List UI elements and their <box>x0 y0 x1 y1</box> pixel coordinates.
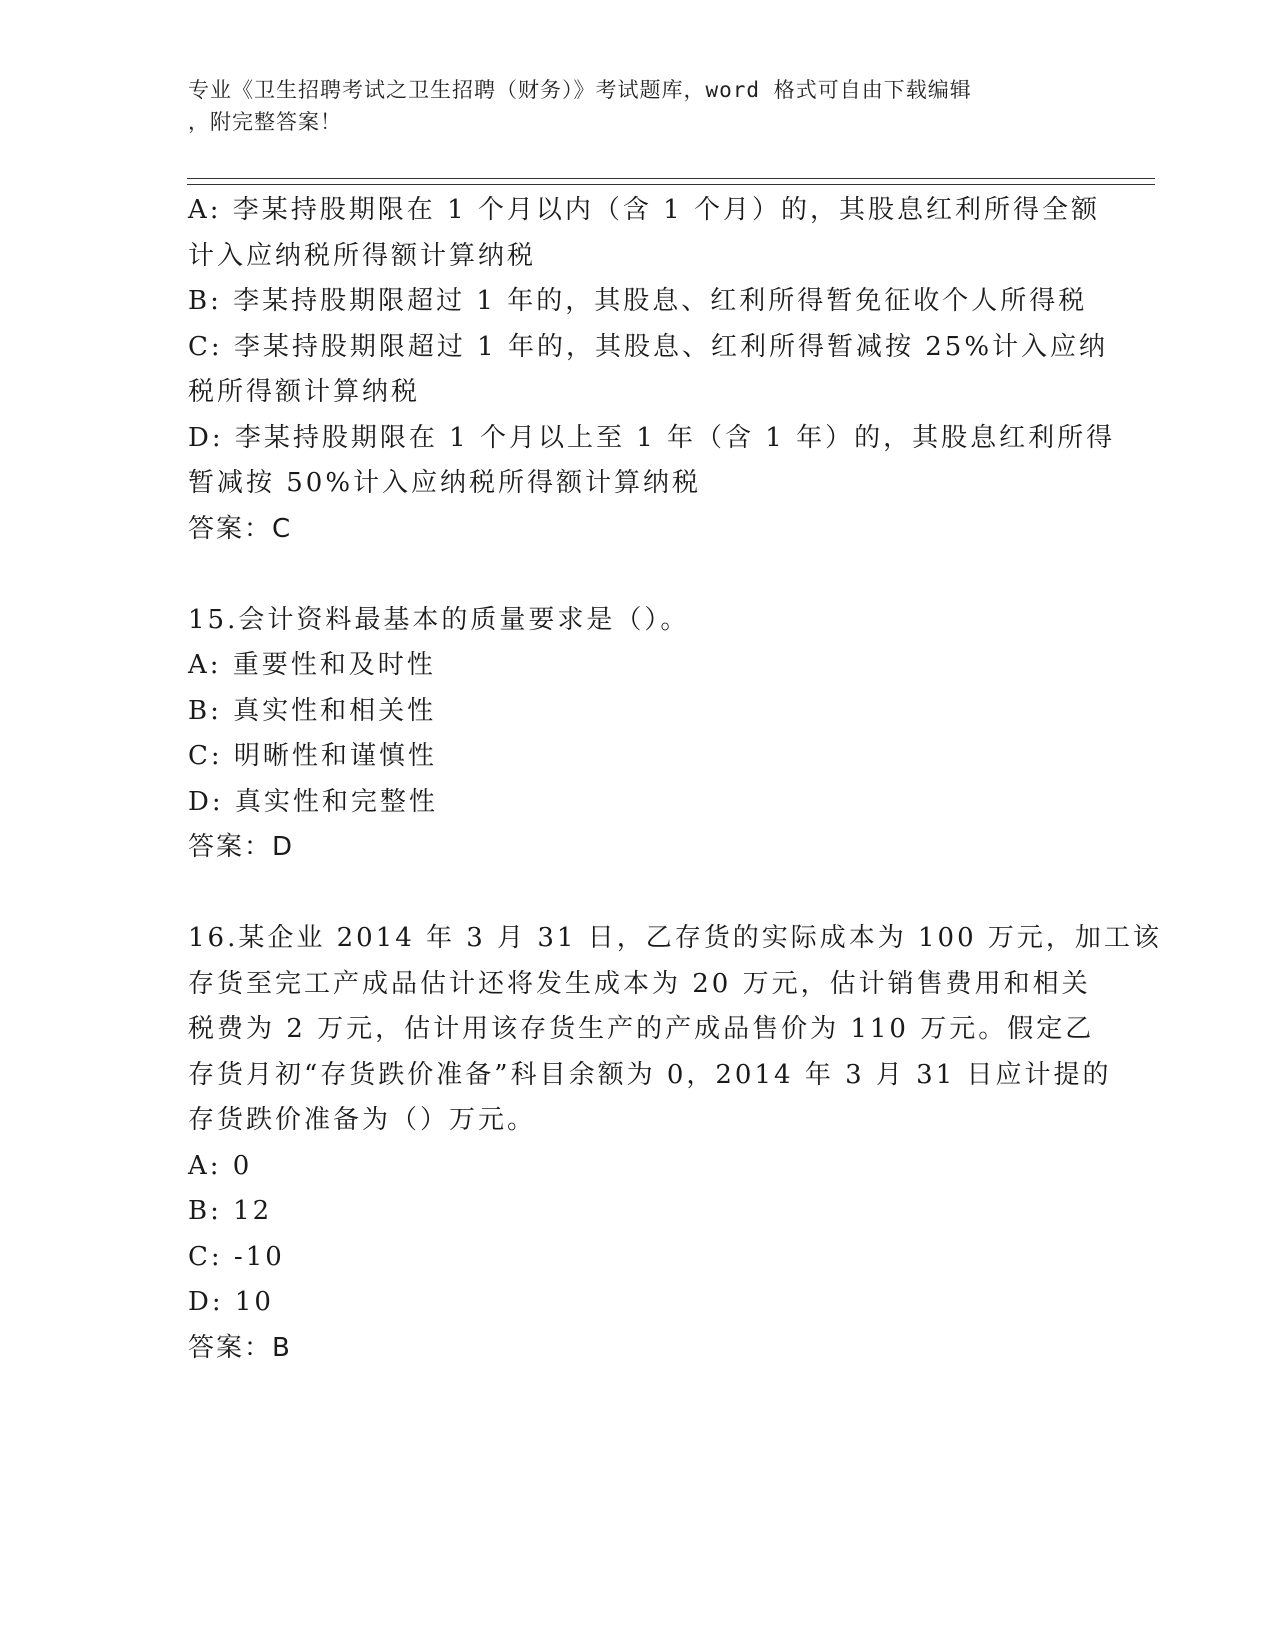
q16-option-d: D: 10 <box>188 1287 274 1317</box>
header-divider <box>187 178 1155 185</box>
q15-option-c: C: 明晰性和谨慎性 <box>188 741 437 771</box>
page-header <box>188 74 1068 138</box>
q16-question-line-5: 存货跌价准备为（）万元。 <box>188 1105 537 1135</box>
spacer <box>188 871 1088 917</box>
question-content <box>188 188 1162 1371</box>
q15-option-d: D: 真实性和完整性 <box>188 786 438 817</box>
q14-option-b: B: 李某持股期限超过 1 年的，其股息、红利所得暂免征收个人所得税 <box>188 286 1088 316</box>
q14-option-d-line-2: 暂减按 50%计入应纳税所得额计算纳税 <box>188 468 702 498</box>
question-16 <box>188 916 1162 1371</box>
q16-question-line-2: 存货至完工产成品估计还将发生成本为 20 万元，估计销售费用和相关 <box>188 968 1091 999</box>
q16-question-line-1: 16.某企业 2014 年 3 月 31 日，乙存货的实际成本为 100 万元，加工该 <box>188 923 1162 953</box>
q16-answer: 答案：B <box>188 1332 292 1363</box>
q14-option-c-line-1: C: 李某持股期限超过 1 年的，其股息、红利所得暂减按 25%计入应纳 <box>188 331 1109 362</box>
q16-question-line-4: 存货月初“存货跌价准备”科目余额为 0，2014 年 3 月 31 日应计提的 <box>188 1059 1112 1090</box>
header-line-2: ，附完整答案！ <box>188 110 342 134</box>
q15-question: 15.会计资料最基本的质量要求是（）。 <box>188 604 690 635</box>
q14-option-a-line-2: 计入应纳税所得额计算纳税 <box>188 240 537 271</box>
question-15 <box>188 598 1088 871</box>
spacer <box>188 552 1088 598</box>
q16-question-line-3: 税费为 2 万元，估计用该存货生产的产成品售价为 110 万元。假定乙 <box>188 1014 1095 1044</box>
q16-option-b: B: 12 <box>188 1196 273 1226</box>
q16-option-a: A: 0 <box>188 1150 253 1181</box>
q14-option-d-line-1: D: 李某持股期限在 1 个月以上至 1 年（含 1 年）的，其股息红利所得 <box>188 422 1116 453</box>
q15-answer: 答案：D <box>188 832 295 862</box>
header-line-1: 专业《卫生招聘考试之卫生招聘（财务）》考试题库，word 格式可自由下载编辑 <box>188 78 972 102</box>
q14-answer: 答案：C <box>188 513 293 544</box>
question-14 <box>188 188 1116 552</box>
q14-option-c-line-2: 税所得额计算纳税 <box>188 377 421 407</box>
q15-option-b: B: 真实性和相关性 <box>188 695 437 726</box>
q14-option-a-line-1: A: 李某持股期限在 1 个月以内（含 1 个月）的，其股息红利所得全额 <box>188 195 1100 225</box>
q16-option-c: C: -10 <box>188 1241 285 1272</box>
q15-option-a: A: 重要性和及时性 <box>188 650 436 680</box>
